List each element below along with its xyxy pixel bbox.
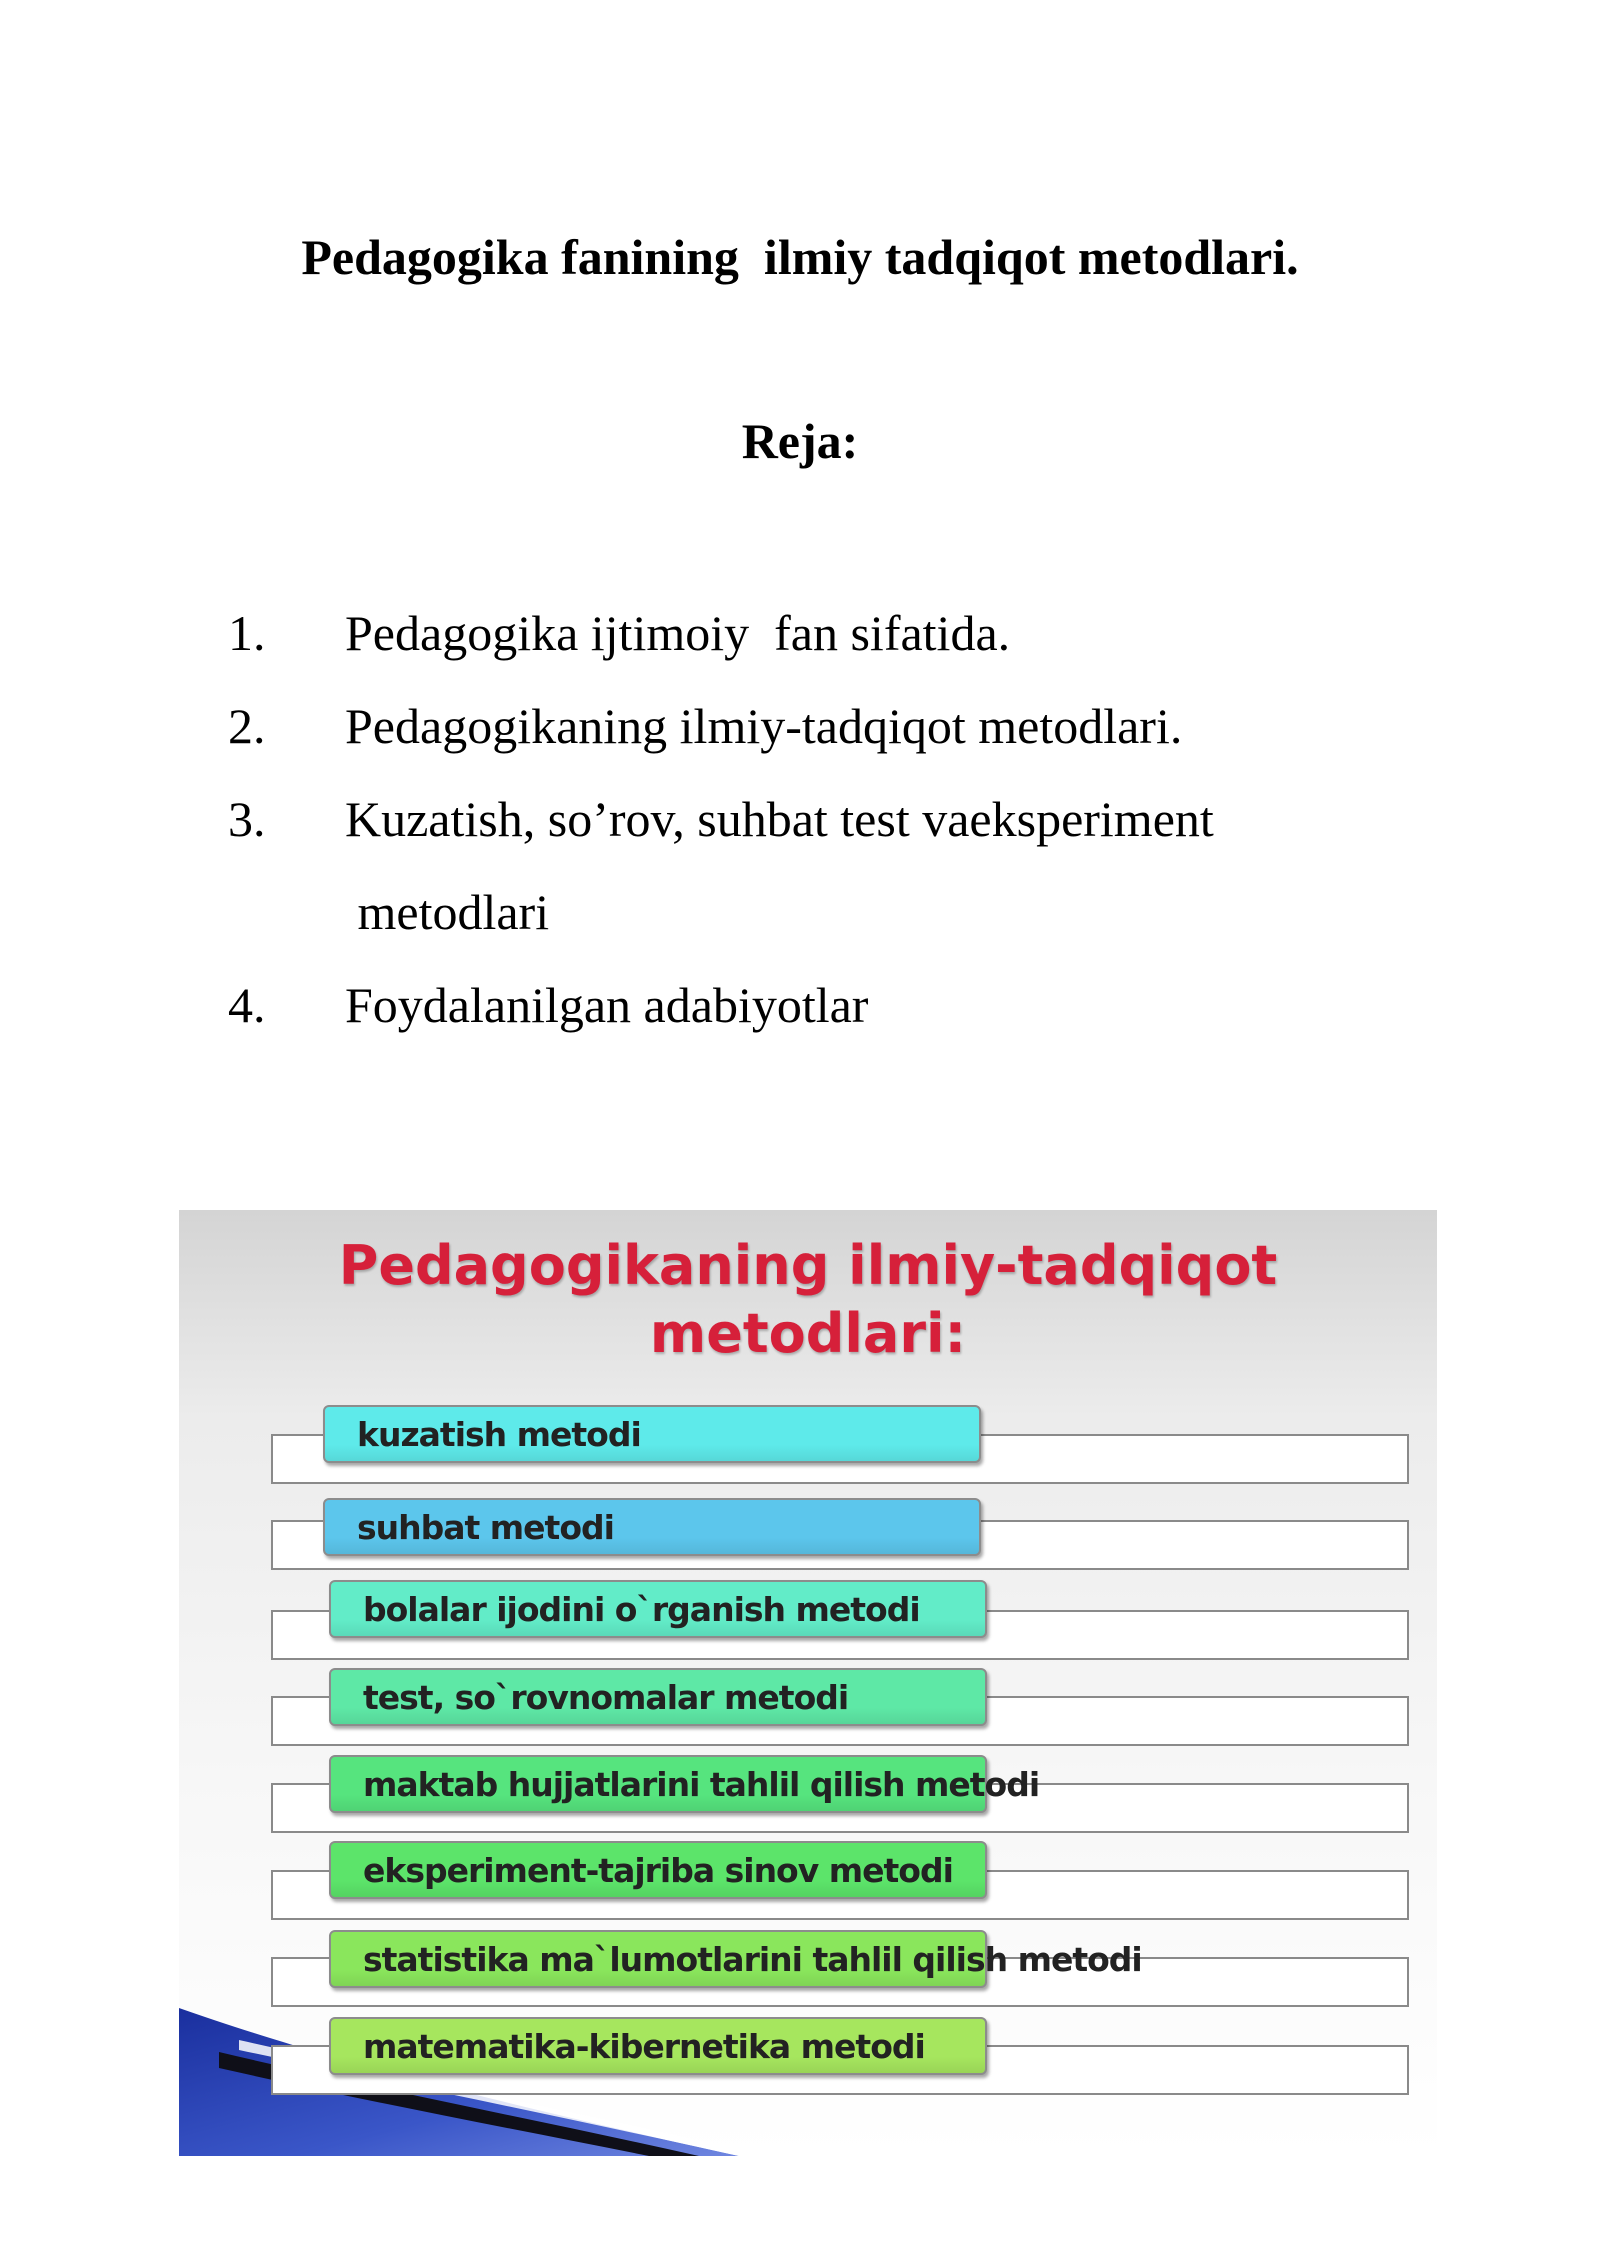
plan-item-number: 4. [228, 977, 266, 1033]
plan-list [0, 0, 1600, 1100]
plan-item-text: Pedagogikaning ilmiy-tadqiqot metodlari. [345, 698, 1183, 754]
method-pill [323, 1405, 981, 1463]
method-label: maktab hujjatlarini tahlil qilish metodi [363, 1764, 1040, 1804]
method-pill [323, 1498, 981, 1556]
plan-item-number: 3. [228, 791, 266, 847]
plan-item-text: Foydalanilgan adabiyotlar [345, 977, 869, 1033]
document-title: Pedagogika fanining ilmiy tadqiqot metodlari. [301, 229, 1299, 285]
slide-title [179, 1232, 1437, 1368]
slide-image [179, 1210, 1437, 2156]
method-pill [329, 1580, 987, 1638]
method-pill [329, 1841, 987, 1899]
method-pill [329, 2017, 987, 2075]
plan-item-text: Kuzatish, so’rov, suhbat test vaeksperiment [345, 791, 1214, 847]
method-label: bolalar ijodini o`rganish metodi [363, 1589, 920, 1629]
method-label: matematika-kibernetika metodi [363, 2026, 925, 2066]
method-pill [329, 1668, 987, 1726]
method-label: test, so`rovnomalar metodi [363, 1677, 849, 1717]
plan-item-number: 2. [228, 698, 266, 754]
method-label: kuzatish metodi [357, 1414, 641, 1454]
method-pill [329, 1755, 1040, 1813]
plan-item-text: metodlari [345, 884, 550, 940]
plan-heading: Reja: [741, 413, 859, 469]
method-label: statistika ma`lumotlarini tahlil qilish metodi [363, 1939, 1142, 1979]
method-label: suhbat metodi [357, 1507, 614, 1547]
method-pill [329, 1930, 1142, 1988]
slide-title-line: Pedagogikaning ilmiy-tadqiqot [338, 1234, 1278, 1297]
slide-title-line: metodlari: [649, 1302, 967, 1365]
method-label: eksperiment-tajriba sinov metodi [363, 1850, 953, 1890]
plan-item-number: 1. [228, 605, 266, 661]
plan-item-text: Pedagogika ijtimoiy fan sifatida. [345, 605, 1011, 661]
